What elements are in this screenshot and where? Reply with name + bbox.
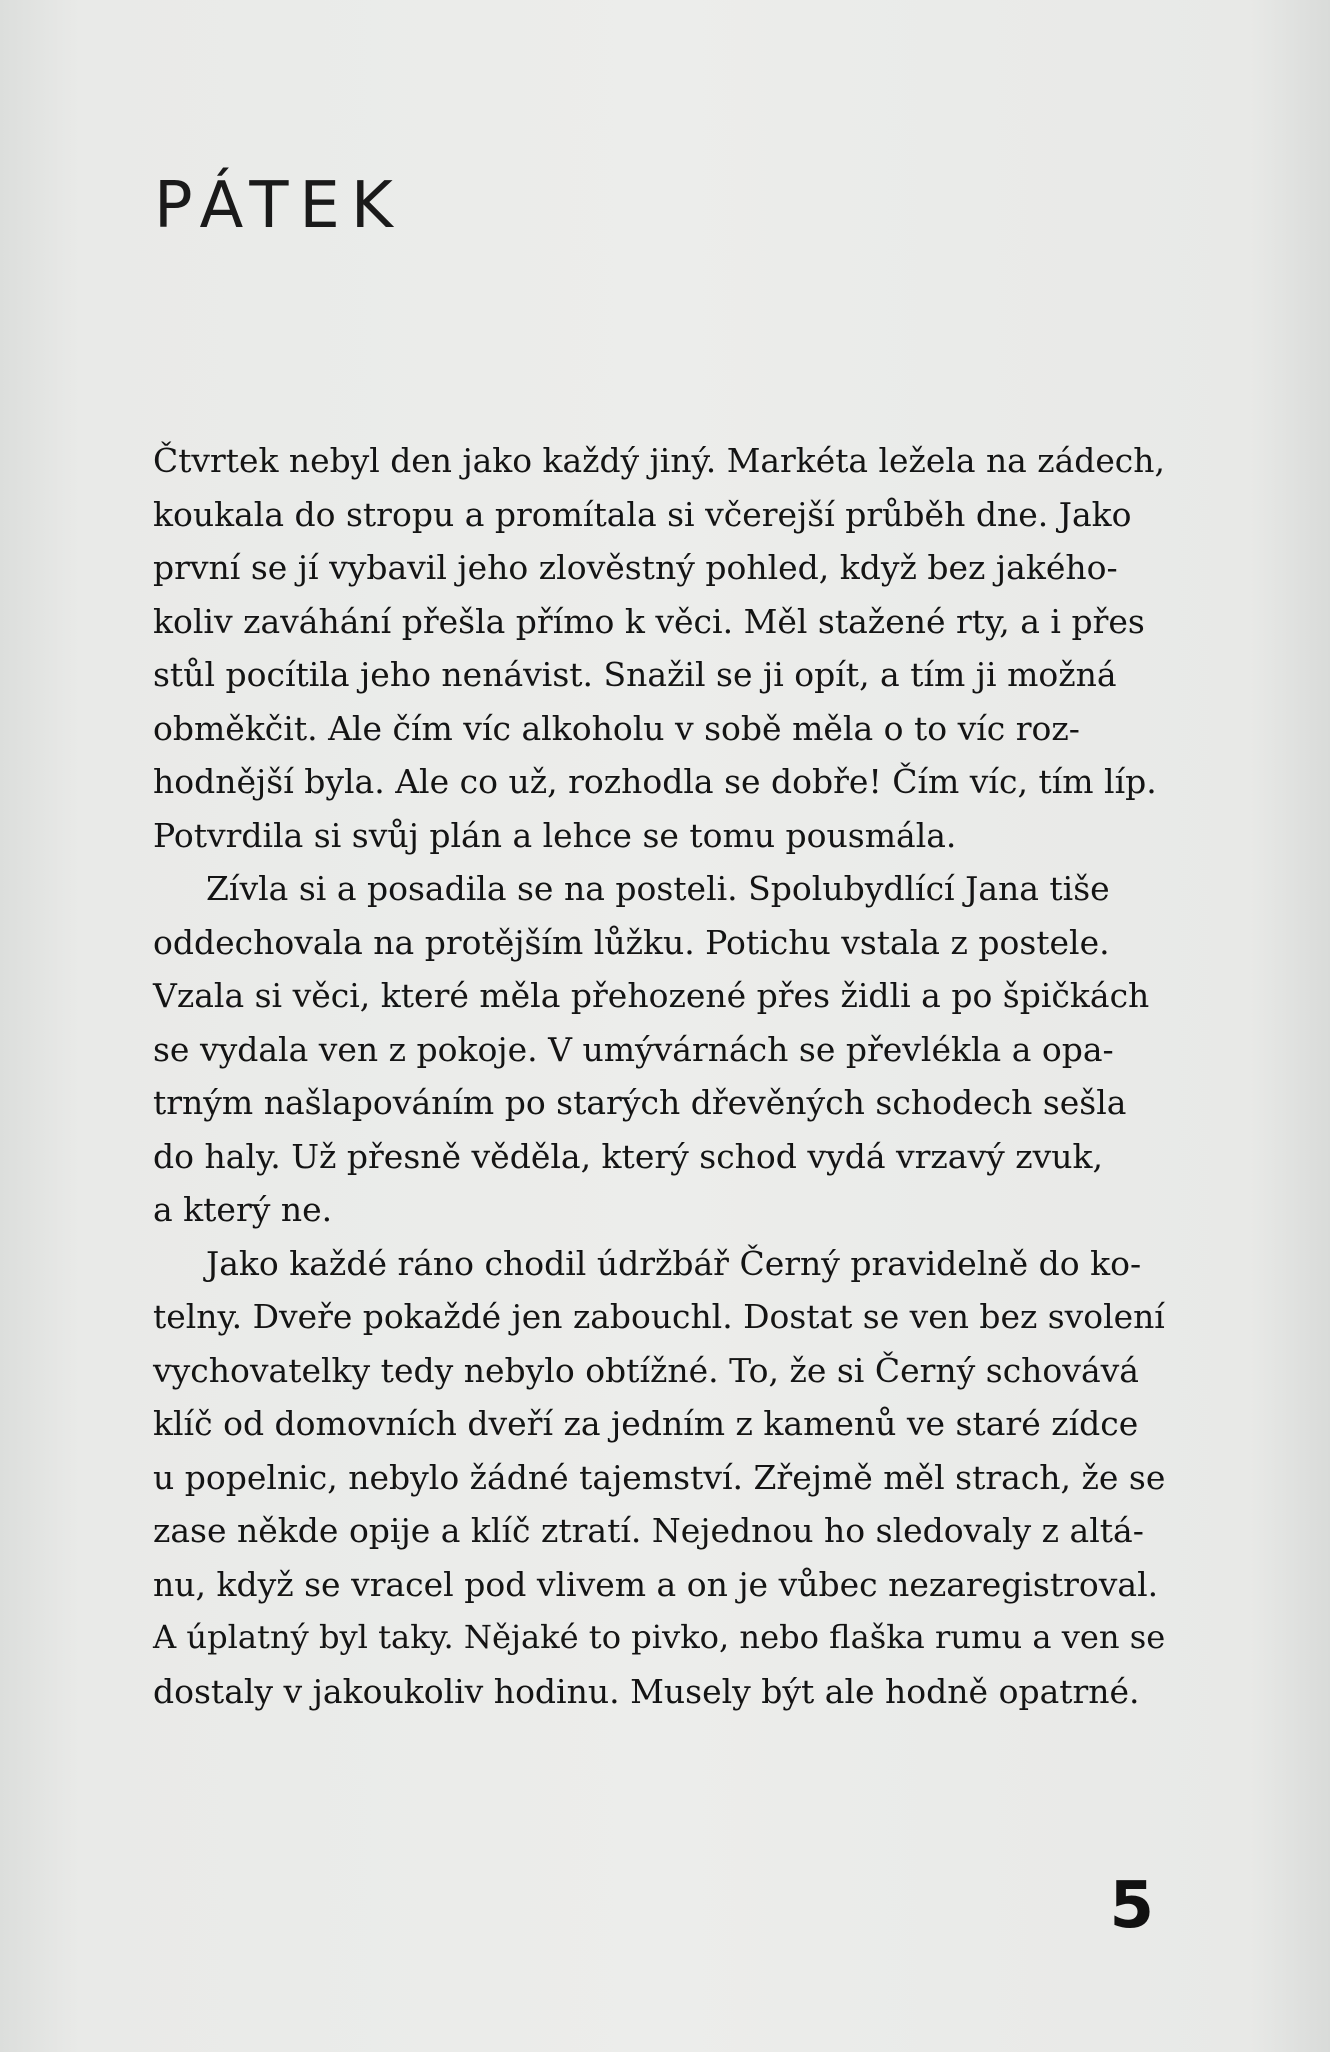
text-line: dostaly v jakoukoliv hodinu. Musely být ale hodně opatrné. <box>153 1671 1140 1711</box>
text-line: oddechovala na protějším lůžku. Potichu vstala z postele. <box>153 922 1110 962</box>
body-text <box>153 434 1165 1718</box>
text-line: trným našlapováním po starých dřevěných schodech sešla <box>153 1083 1127 1122</box>
text-line: Potvrdila si svůj plán a lehce se tomu pousmála. <box>153 815 957 855</box>
text-line: a který ne. <box>153 1190 333 1229</box>
text-line: nu, když se vracel pod vlivem a on je vůbec nezaregistroval. <box>153 1564 1159 1604</box>
text-line: první se jí vybavil jeho zlověstný pohled, když bez jakého- <box>153 548 1118 587</box>
text-line: hodnější byla. Ale co už, rozhodla se dobře! Čím víc, tím líp. <box>153 762 1157 801</box>
text-line: Čtvrtek nebyl den jako každý jiný. Markéta ležela na zádech, <box>153 441 1165 480</box>
text-line: stůl pocítila jeho nenávist. Snažil se ji opít, a tím ji možná <box>153 655 1117 694</box>
text-line: do haly. Už přesně věděla, který schod vydá vrzavý zvuk, <box>153 1136 1104 1176</box>
text-line: Vzala si věci, které měla přehozené přes židli a po špičkách <box>153 976 1150 1015</box>
text-line: koukala do stropu a promítala si včerejší průběh dne. Jako <box>153 494 1132 534</box>
page-number: 5 <box>1109 1869 1154 1943</box>
text-line: klíč od domovních dveří za jedním z kamenů ve staré zídce <box>153 1404 1139 1443</box>
text-line: telny. Dveře pokaždé jen zabouchl. Dostat se ven bez svolení <box>153 1297 1165 1336</box>
text-line: Zívla si a posadila se na posteli. Spolubydlící Jana tiše <box>206 869 1110 908</box>
text-line: se vydala ven z pokoje. V umývárnách se převlékla a opa- <box>153 1029 1114 1069</box>
text-line: zase někde opije a klíč ztratí. Nejednou ho sledovaly z altá- <box>153 1511 1144 1550</box>
text-line: u popelnic, nebylo žádné tajemství. Zřejmě měl strach, že se <box>153 1457 1166 1497</box>
text-line: koliv zaváhání přešla přímo k věci. Měl stažené rty, a i přes <box>153 601 1145 641</box>
text-line: obměkčit. Ale čím víc alkoholu v sobě měla o to víc roz- <box>153 708 1080 748</box>
chapter-title: PÁTEK <box>154 169 404 243</box>
text-line: A úplatný byl taky. Nějaké to pivko, nebo flaška rumu a ven se <box>153 1618 1166 1656</box>
text-line: vychovatelky tedy nebylo obtížné. To, že si Černý schovává <box>153 1350 1139 1390</box>
text-line: Jako každé ráno chodil údržbář Černý pravidelně do ko- <box>206 1243 1142 1283</box>
